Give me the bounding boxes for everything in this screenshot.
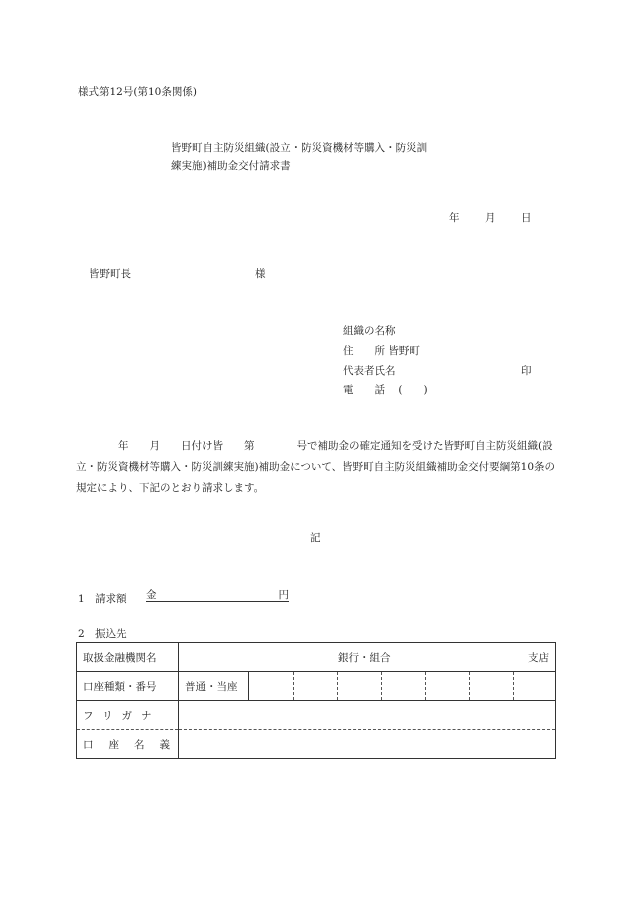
- applicant-address: [343, 343, 420, 358]
- document-title-line2: 練実施)補助金交付請求書: [171, 160, 291, 172]
- applicant-phone: [343, 382, 428, 397]
- institution-label: 取扱金融機関名: [77, 643, 179, 672]
- holder-value-cell[interactable]: [179, 730, 556, 759]
- account-digit-box[interactable]: [249, 672, 294, 700]
- holder-label: [77, 730, 185, 759]
- applicant-org-name: [343, 323, 396, 338]
- representative-label: 代表者氏名: [343, 365, 396, 377]
- org-name-label: 組織の名称: [343, 325, 396, 337]
- account-digit-box[interactable]: [381, 672, 426, 700]
- bank-institution-row: [77, 643, 556, 672]
- account-value-cell[interactable]: [179, 672, 556, 701]
- seal-mark: 印: [521, 365, 532, 377]
- bank-table: [76, 642, 556, 759]
- institution-value-cell[interactable]: [179, 643, 556, 672]
- bank-suffix: 銀行・組合: [338, 652, 391, 664]
- claim-suffix: 円: [278, 589, 290, 601]
- request-body-text: 年 月 日付け皆 第 号で補助金の確定通知を受けた皆野町自主防災組織(設立・防災資機材等購入・防災訓練実施)補助金について、皆野町自主防災組織補助金交付要綱第10条の規定により、下記のとおり請求します。: [76, 440, 556, 494]
- bank-account-row: [77, 672, 556, 701]
- furigana-label: [77, 701, 179, 730]
- account-digit-box[interactable]: [425, 672, 470, 700]
- account-digit-box[interactable]: [337, 672, 382, 700]
- bank-heading: 2 振込先: [78, 628, 127, 640]
- address-value: 皆野町: [388, 345, 420, 357]
- claim-prefix: 金: [146, 589, 157, 601]
- applicant-representative: [343, 363, 396, 378]
- phone-parens: ( ): [398, 384, 428, 396]
- claim-amount-line[interactable]: [146, 587, 289, 602]
- account-digit-box[interactable]: [469, 672, 514, 700]
- document-title-line1: 皆野町自主防災組織(設立・防災資機材等購入・防災訓: [171, 142, 428, 154]
- date-day: 日: [521, 212, 532, 224]
- furigana-row: [77, 701, 556, 730]
- date-year: 年: [449, 212, 460, 224]
- form-number: 様式第12号(第10条関係): [78, 86, 197, 98]
- ki-heading: 記: [310, 532, 321, 544]
- branch-suffix: 支店: [528, 652, 549, 664]
- claim-amount-row: [78, 587, 289, 606]
- holder-label-text: 口座名義: [83, 738, 185, 751]
- addressee-name: 皆野町長: [89, 268, 131, 280]
- claim-label: 1 請求額: [78, 593, 127, 605]
- account-label: 口座種類・番号: [77, 672, 179, 701]
- address-label: 住 所: [343, 345, 385, 357]
- furigana-label-text: フリガナ: [83, 709, 161, 722]
- holder-row: [77, 730, 556, 759]
- phone-label: 電 話: [343, 384, 385, 396]
- addressee-honorific: 様: [255, 268, 266, 280]
- account-digit-box[interactable]: [293, 672, 338, 700]
- account-type: 普通・当座: [179, 672, 249, 700]
- furigana-value-cell[interactable]: [179, 701, 556, 730]
- date-month: 月: [485, 212, 496, 224]
